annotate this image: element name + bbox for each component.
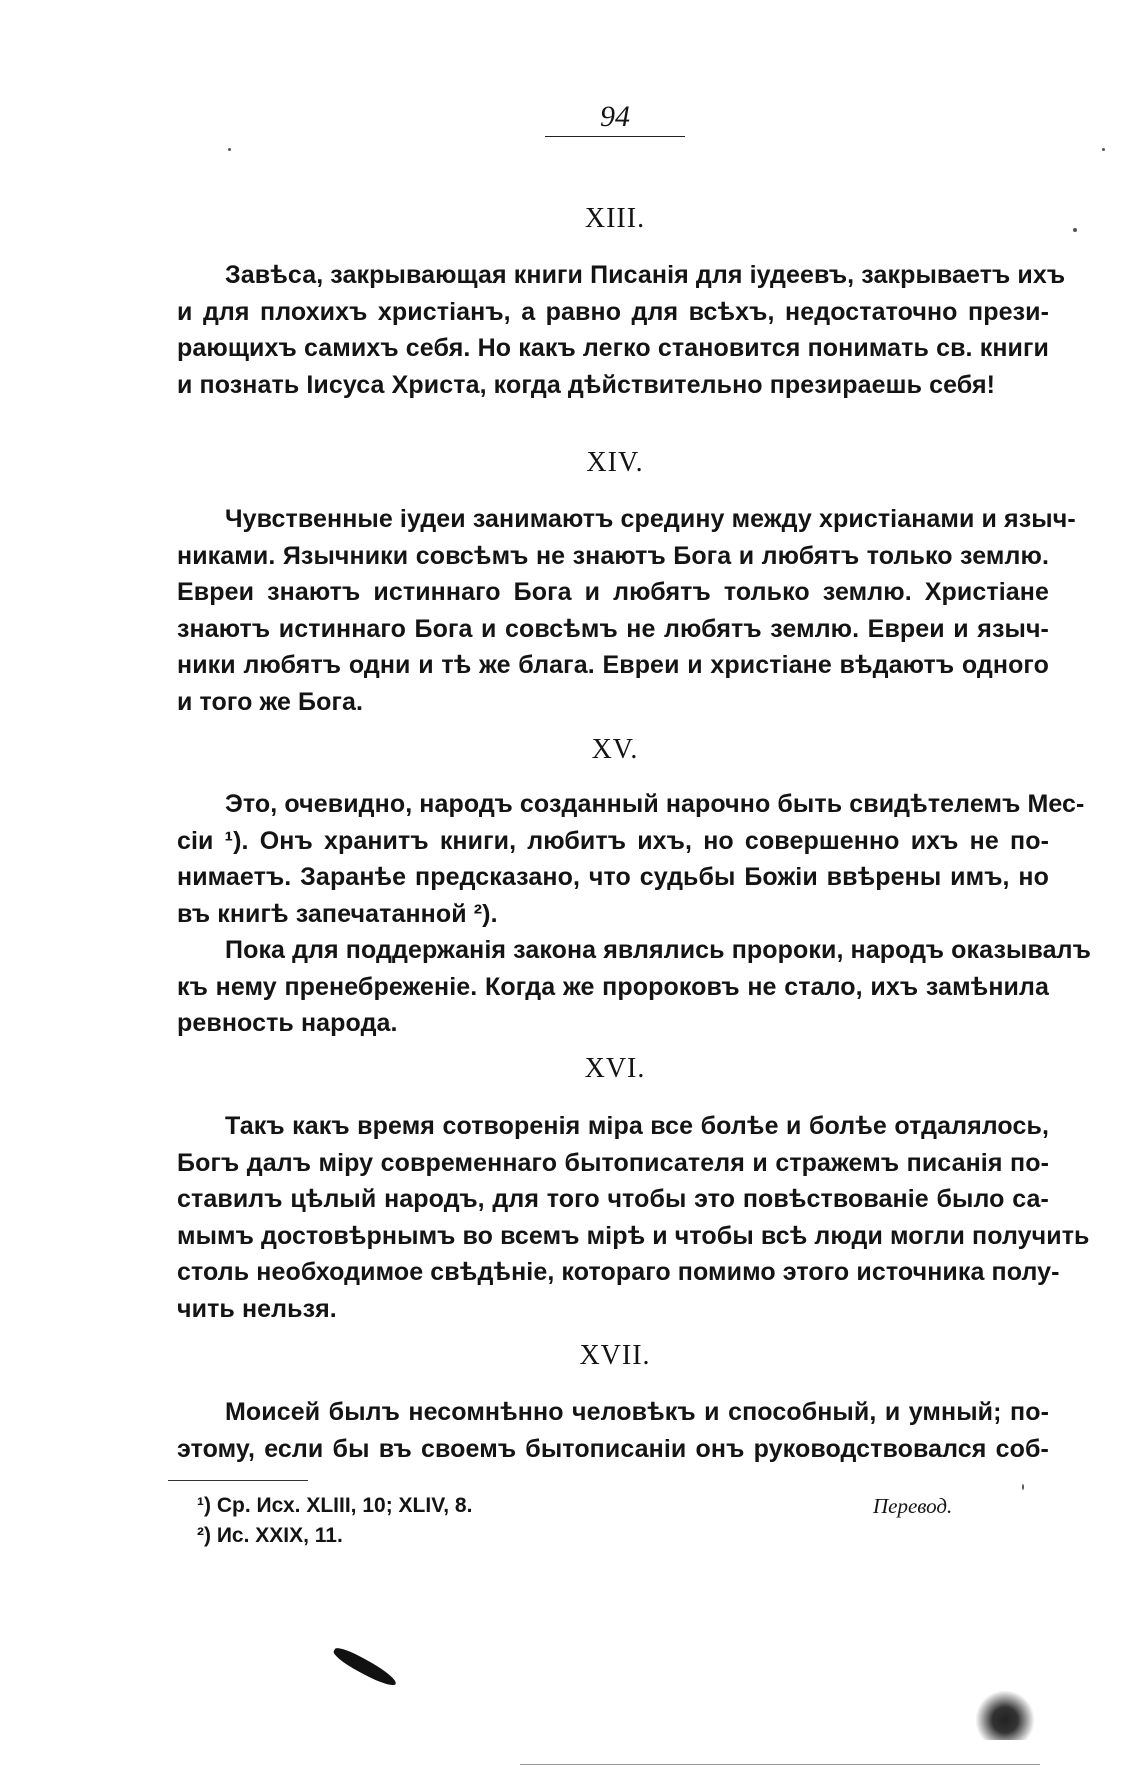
text-line: и для плохихъ христіанъ, а равно для всѣхъ, недостаточно прези- <box>177 297 1049 326</box>
text-line: нимаетъ. Заранѣе предсказано, что судьбы Божіи ввѣрены имъ, но <box>177 863 1049 891</box>
text-line: ники любятъ одни и тѣ же блага. Евреи и христіане вѣдаютъ одного <box>177 651 1049 679</box>
text-line: мымъ достовѣрнымъ во всемъ мірѣ и чтобы всѣ люди могли получить <box>177 1221 1090 1250</box>
paragraph-xvii <box>177 1394 1049 1467</box>
text-line: этому, если бы въ своемъ бытописаніи онъ руководствовался соб- <box>177 1434 1049 1463</box>
text-line: никами. Язычники совсѣмъ не знаютъ Бога и любятъ только землю. <box>177 541 1049 570</box>
ink-stain <box>975 1690 1035 1740</box>
translator-note: Перевод. <box>873 1494 953 1518</box>
text-line: ревность народа. <box>177 1009 398 1037</box>
footnote-rule <box>168 1480 308 1481</box>
text-line: въ книгѣ запечатанной ²). <box>177 899 498 928</box>
paragraph-xv <box>177 786 1085 932</box>
text-line: Евреи знаютъ истиннаго Бога и любятъ только землю. Христіане <box>177 578 1049 606</box>
text-line: столь необходимое свѣдѣніе, котораго помимо этого источника полу- <box>177 1258 1060 1286</box>
text-line: рающихъ самихъ себя. Но какъ легко становится понимать св. книги <box>177 334 1049 362</box>
scan-speck <box>228 148 231 151</box>
paragraph-xiv <box>177 501 1076 720</box>
text-line: ставилъ цѣлый народъ, для того чтобы это повѣствованіе было са- <box>177 1185 1049 1213</box>
text-line: Такъ какъ время сотворенія міра все болѣе и болѣе отдалялось, <box>225 1112 1049 1140</box>
section-heading-xiii: XIII. <box>584 203 646 234</box>
paragraph-xv-2 <box>177 932 1091 1042</box>
text-line: къ нему пренебреженіе. Когда же пророковъ не стало, ихъ замѣнила <box>177 972 1049 1001</box>
text-line: знаютъ истиннаго Бога и совсѣмъ не любятъ землю. Евреи и языч- <box>177 614 1049 643</box>
text-line: Пока для поддержанія закона являлись пророки, народъ оказывалъ <box>225 936 1091 964</box>
paragraph-xvi <box>177 1108 1090 1327</box>
text-line: Богъ далъ міру современнаго бытописателя и стражемъ писанія по- <box>177 1148 1049 1177</box>
text-line: Моисей былъ несомнѣнно человѣкъ и способный, и умный; по- <box>225 1398 1049 1426</box>
footnote-1: ¹) Ср. Исх. XLIII, 10; XLIV, 8. <box>197 1494 473 1517</box>
text-line: чить нельзя. <box>177 1294 337 1323</box>
section-heading-xv: XV. <box>591 734 639 765</box>
ink-blot <box>331 1644 399 1689</box>
footnote-2: ²) Ис. XXIX, 11. <box>197 1524 343 1547</box>
section-heading-xvii: XVII. <box>579 1340 651 1371</box>
scan-speck <box>1102 148 1105 151</box>
text-line: и того же Бога. <box>177 687 364 716</box>
text-line: Чувственные іудеи занимаютъ средину между христіанами и языч- <box>225 505 1076 533</box>
scan-speck <box>1073 228 1077 232</box>
paragraph-xiii <box>177 257 1066 403</box>
section-heading-xiv: XIV. <box>586 447 644 478</box>
scan-edge-line <box>520 1764 1040 1765</box>
text-line: сіи ¹). Онъ хранитъ книги, любитъ ихъ, но совершенно ихъ не по- <box>177 826 1049 855</box>
text-line: и познать Іисуса Христа, когда дѣйствительно презираешь себя! <box>177 370 996 399</box>
text-line: Завѣса, закрывающая книги Писанія для іудеевъ, закрываетъ ихъ <box>225 261 1066 289</box>
section-heading-xvi: XVI. <box>584 1053 646 1084</box>
scan-speck <box>1022 1484 1024 1490</box>
text-line: Это, очевидно, народъ созданный нарочно быть свидѣтелемъ Мес- <box>225 790 1085 818</box>
page-number: 94 <box>545 100 685 137</box>
